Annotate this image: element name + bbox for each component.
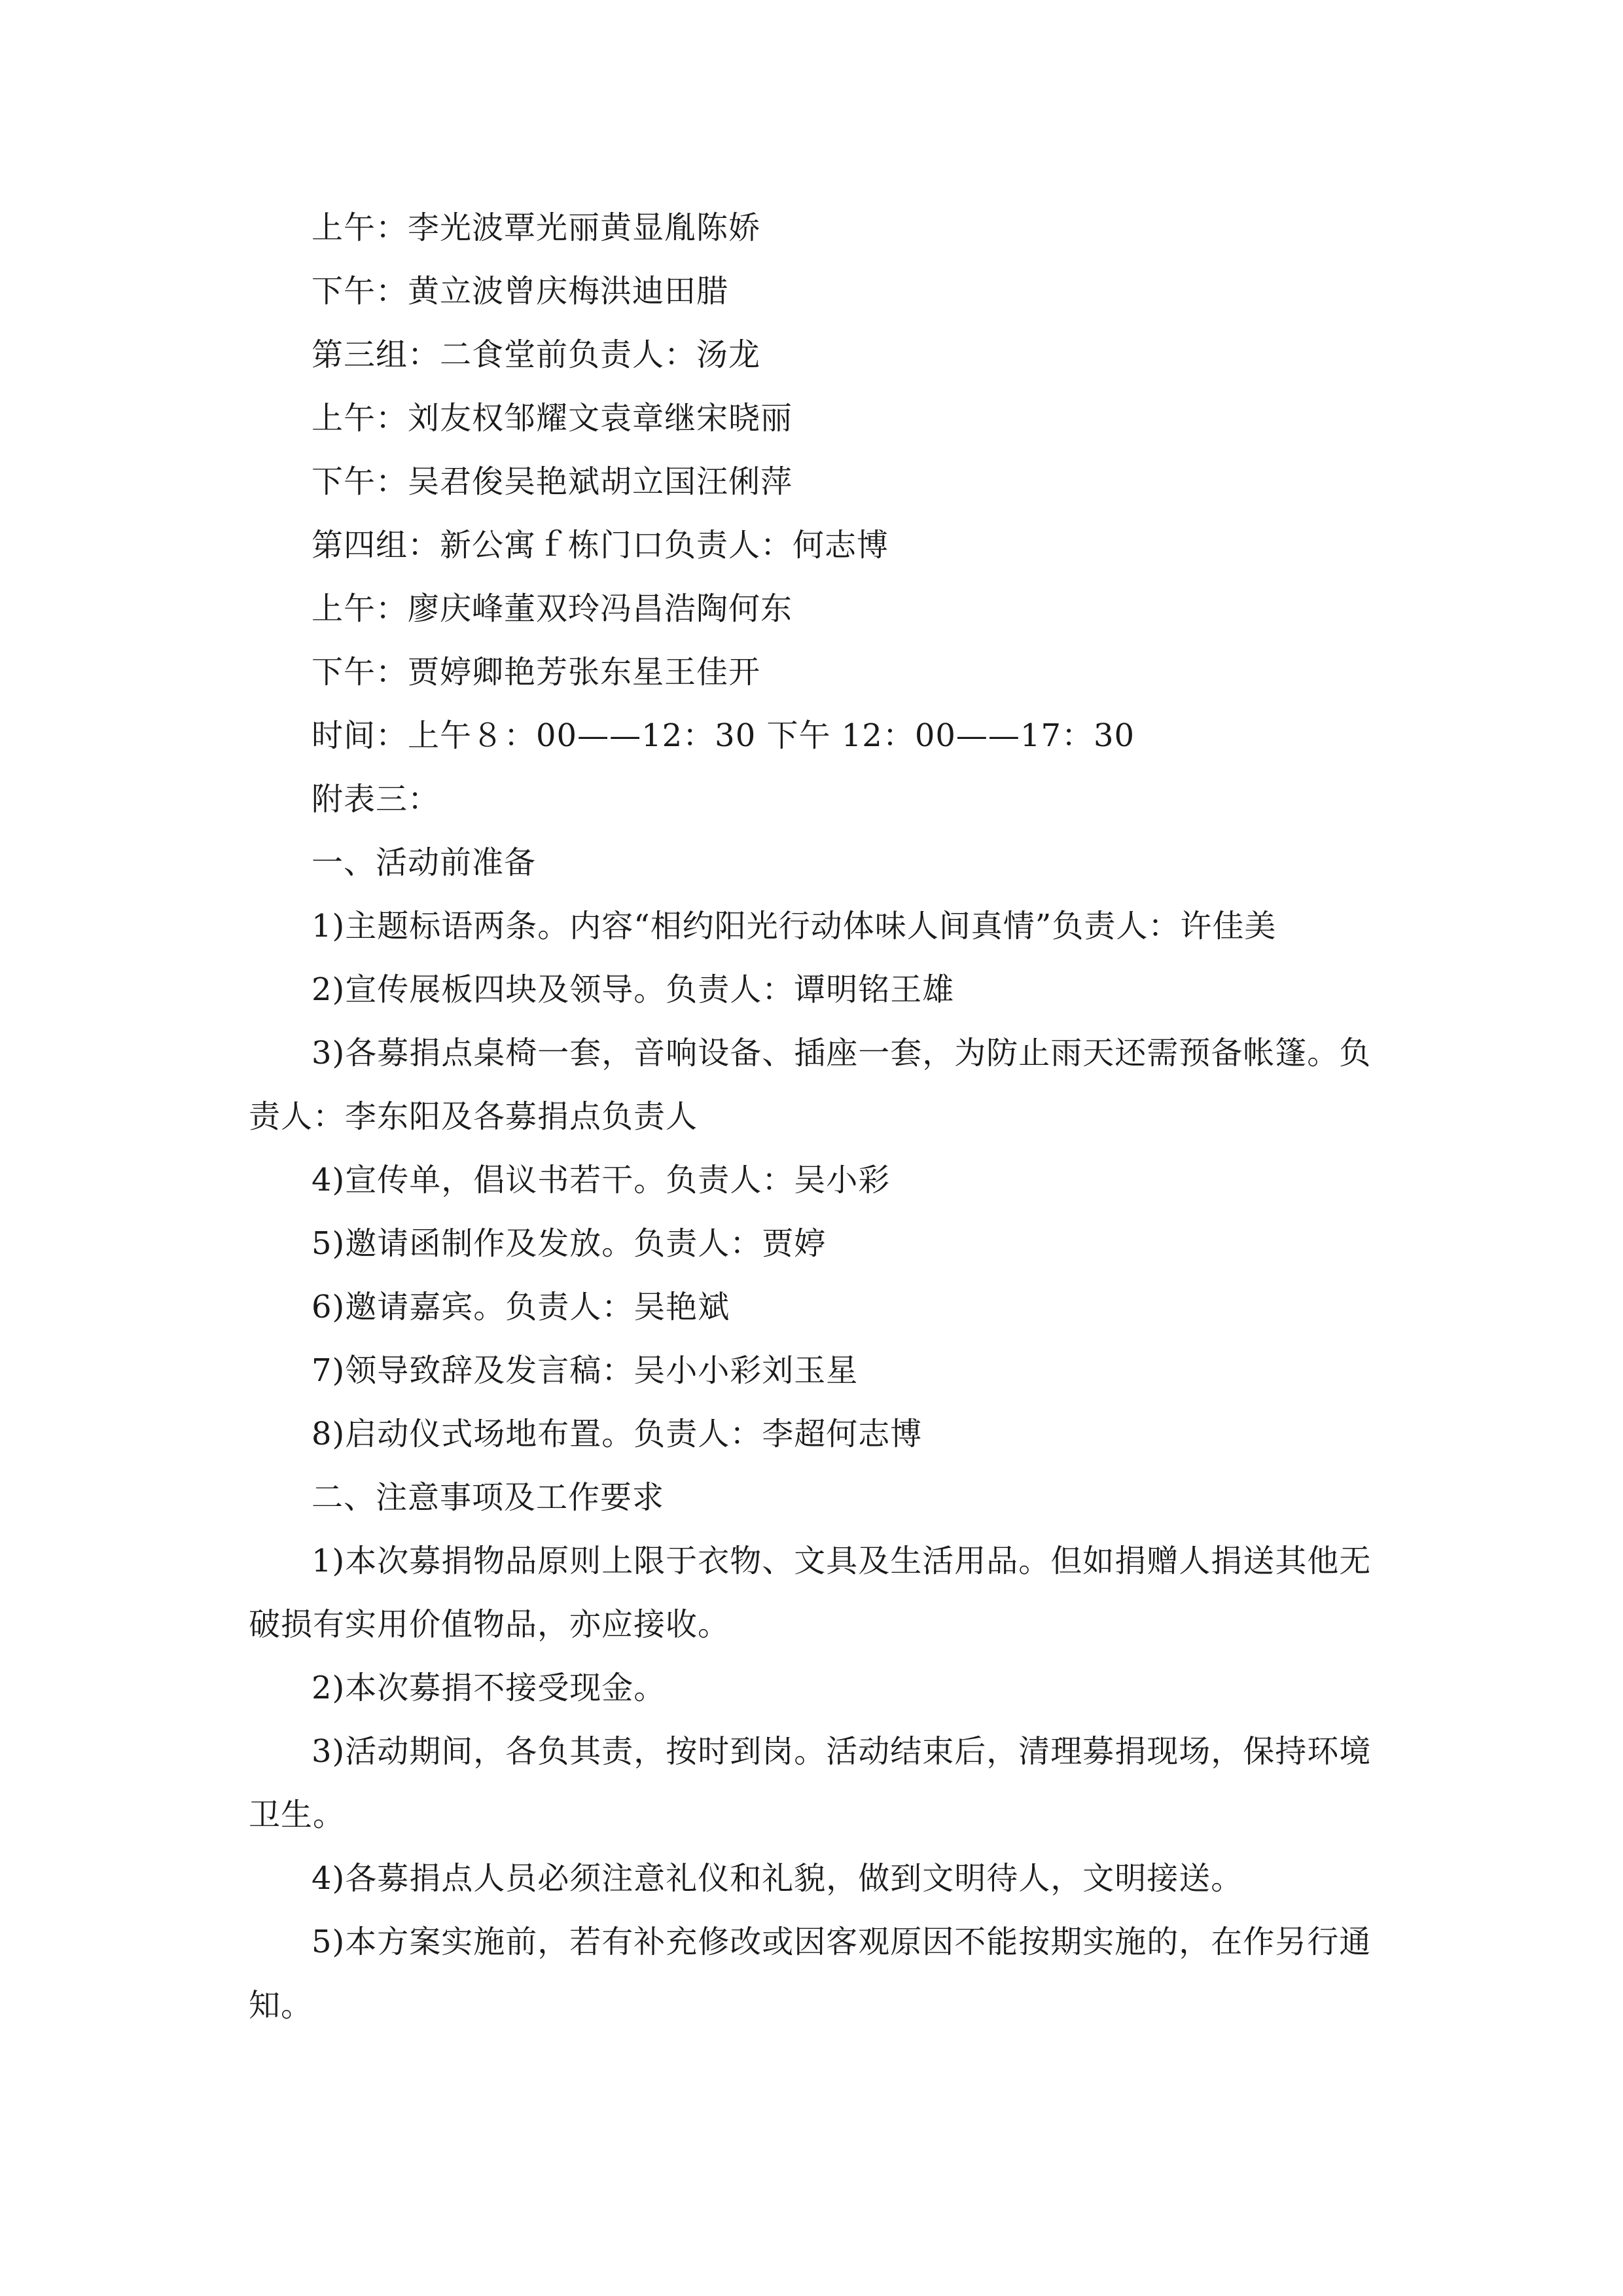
section-heading-requirements: 二、注意事项及工作要求 xyxy=(312,1479,665,1516)
prep-item-2: 2)宣传展板四块及领导。负责人：谭明铭王雄 xyxy=(312,971,955,1008)
prep-item-7: 7)领导致辞及发言稿：吴小小彩刘玉星 xyxy=(312,1352,859,1389)
requirement-item-1: 1)本次募捐物品原则上限于衣物、文具及生活用品。但如捐赠人捐送其他无破损有实用价值物品，亦应接收。 xyxy=(249,1543,1372,1643)
schedule-line-morning-group2: 上午：李光波覃光丽黄显胤陈娇 xyxy=(312,209,761,246)
requirement-item-5: 5)本方案实施前，若有补充修改或因客观原因不能按期实施的，在作另行通知。 xyxy=(249,1924,1372,2024)
prep-item-5: 5)邀请函制作及发放。负责人：贾婷 xyxy=(312,1225,827,1262)
prep-item-6: 6)邀请嘉宾。负责人：吴艳斌 xyxy=(312,1289,730,1325)
schedule-line-afternoon-group4: 下午：贾婷卿艳芳张东星王佳开 xyxy=(312,654,761,691)
group3-heading: 第三组：二食堂前负责人：汤龙 xyxy=(312,336,761,373)
requirement-item-2: 2)本次募捐不接受现金。 xyxy=(312,1670,666,1706)
schedule-line-morning-group4: 上午：廖庆峰董双玲冯昌浩陶何东 xyxy=(312,590,793,627)
prep-item-3: 3)各募捐点桌椅一套，音响设备、插座一套，为防止雨天还需预备帐篷。负责人：李东阳及各募捐点负责人 xyxy=(249,1035,1372,1135)
prep-item-8: 8)启动仪式场地布置。负责人：李超何志博 xyxy=(312,1416,923,1452)
prep-item-4: 4)宣传单，倡议书若干。负责人：吴小彩 xyxy=(312,1162,891,1198)
section-heading-preparation: 一、活动前准备 xyxy=(312,844,537,881)
prep-item-1: 1)主题标语两条。内容“相约阳光行动体味人间真情”负责人：许佳美 xyxy=(312,908,1277,944)
document-body xyxy=(249,196,1374,2037)
requirement-item-4: 4)各募捐点人员必须注意礼仪和礼貌，做到文明待人，文明接送。 xyxy=(312,1860,1243,1897)
group4-heading: 第四组：新公寓ｆ栋门口负责人：何志博 xyxy=(312,527,889,564)
appendix-heading: 附表三： xyxy=(312,781,440,817)
schedule-line-afternoon-group2: 下午：黄立波曾庆梅洪迪田腊 xyxy=(312,273,729,310)
schedule-line-morning-group3: 上午：刘友权邹耀文袁章继宋晓丽 xyxy=(312,400,793,437)
requirement-item-3: 3)活动期间，各负其责，按时到岗。活动结束后，清理募捐现场，保持环境卫生。 xyxy=(249,1733,1372,1833)
time-line: 时间：上午８：00——12：30 下午 12：00——17：30 xyxy=(312,717,1135,754)
schedule-line-afternoon-group3: 下午：吴君俊吴艳斌胡立国汪俐萍 xyxy=(312,463,793,500)
